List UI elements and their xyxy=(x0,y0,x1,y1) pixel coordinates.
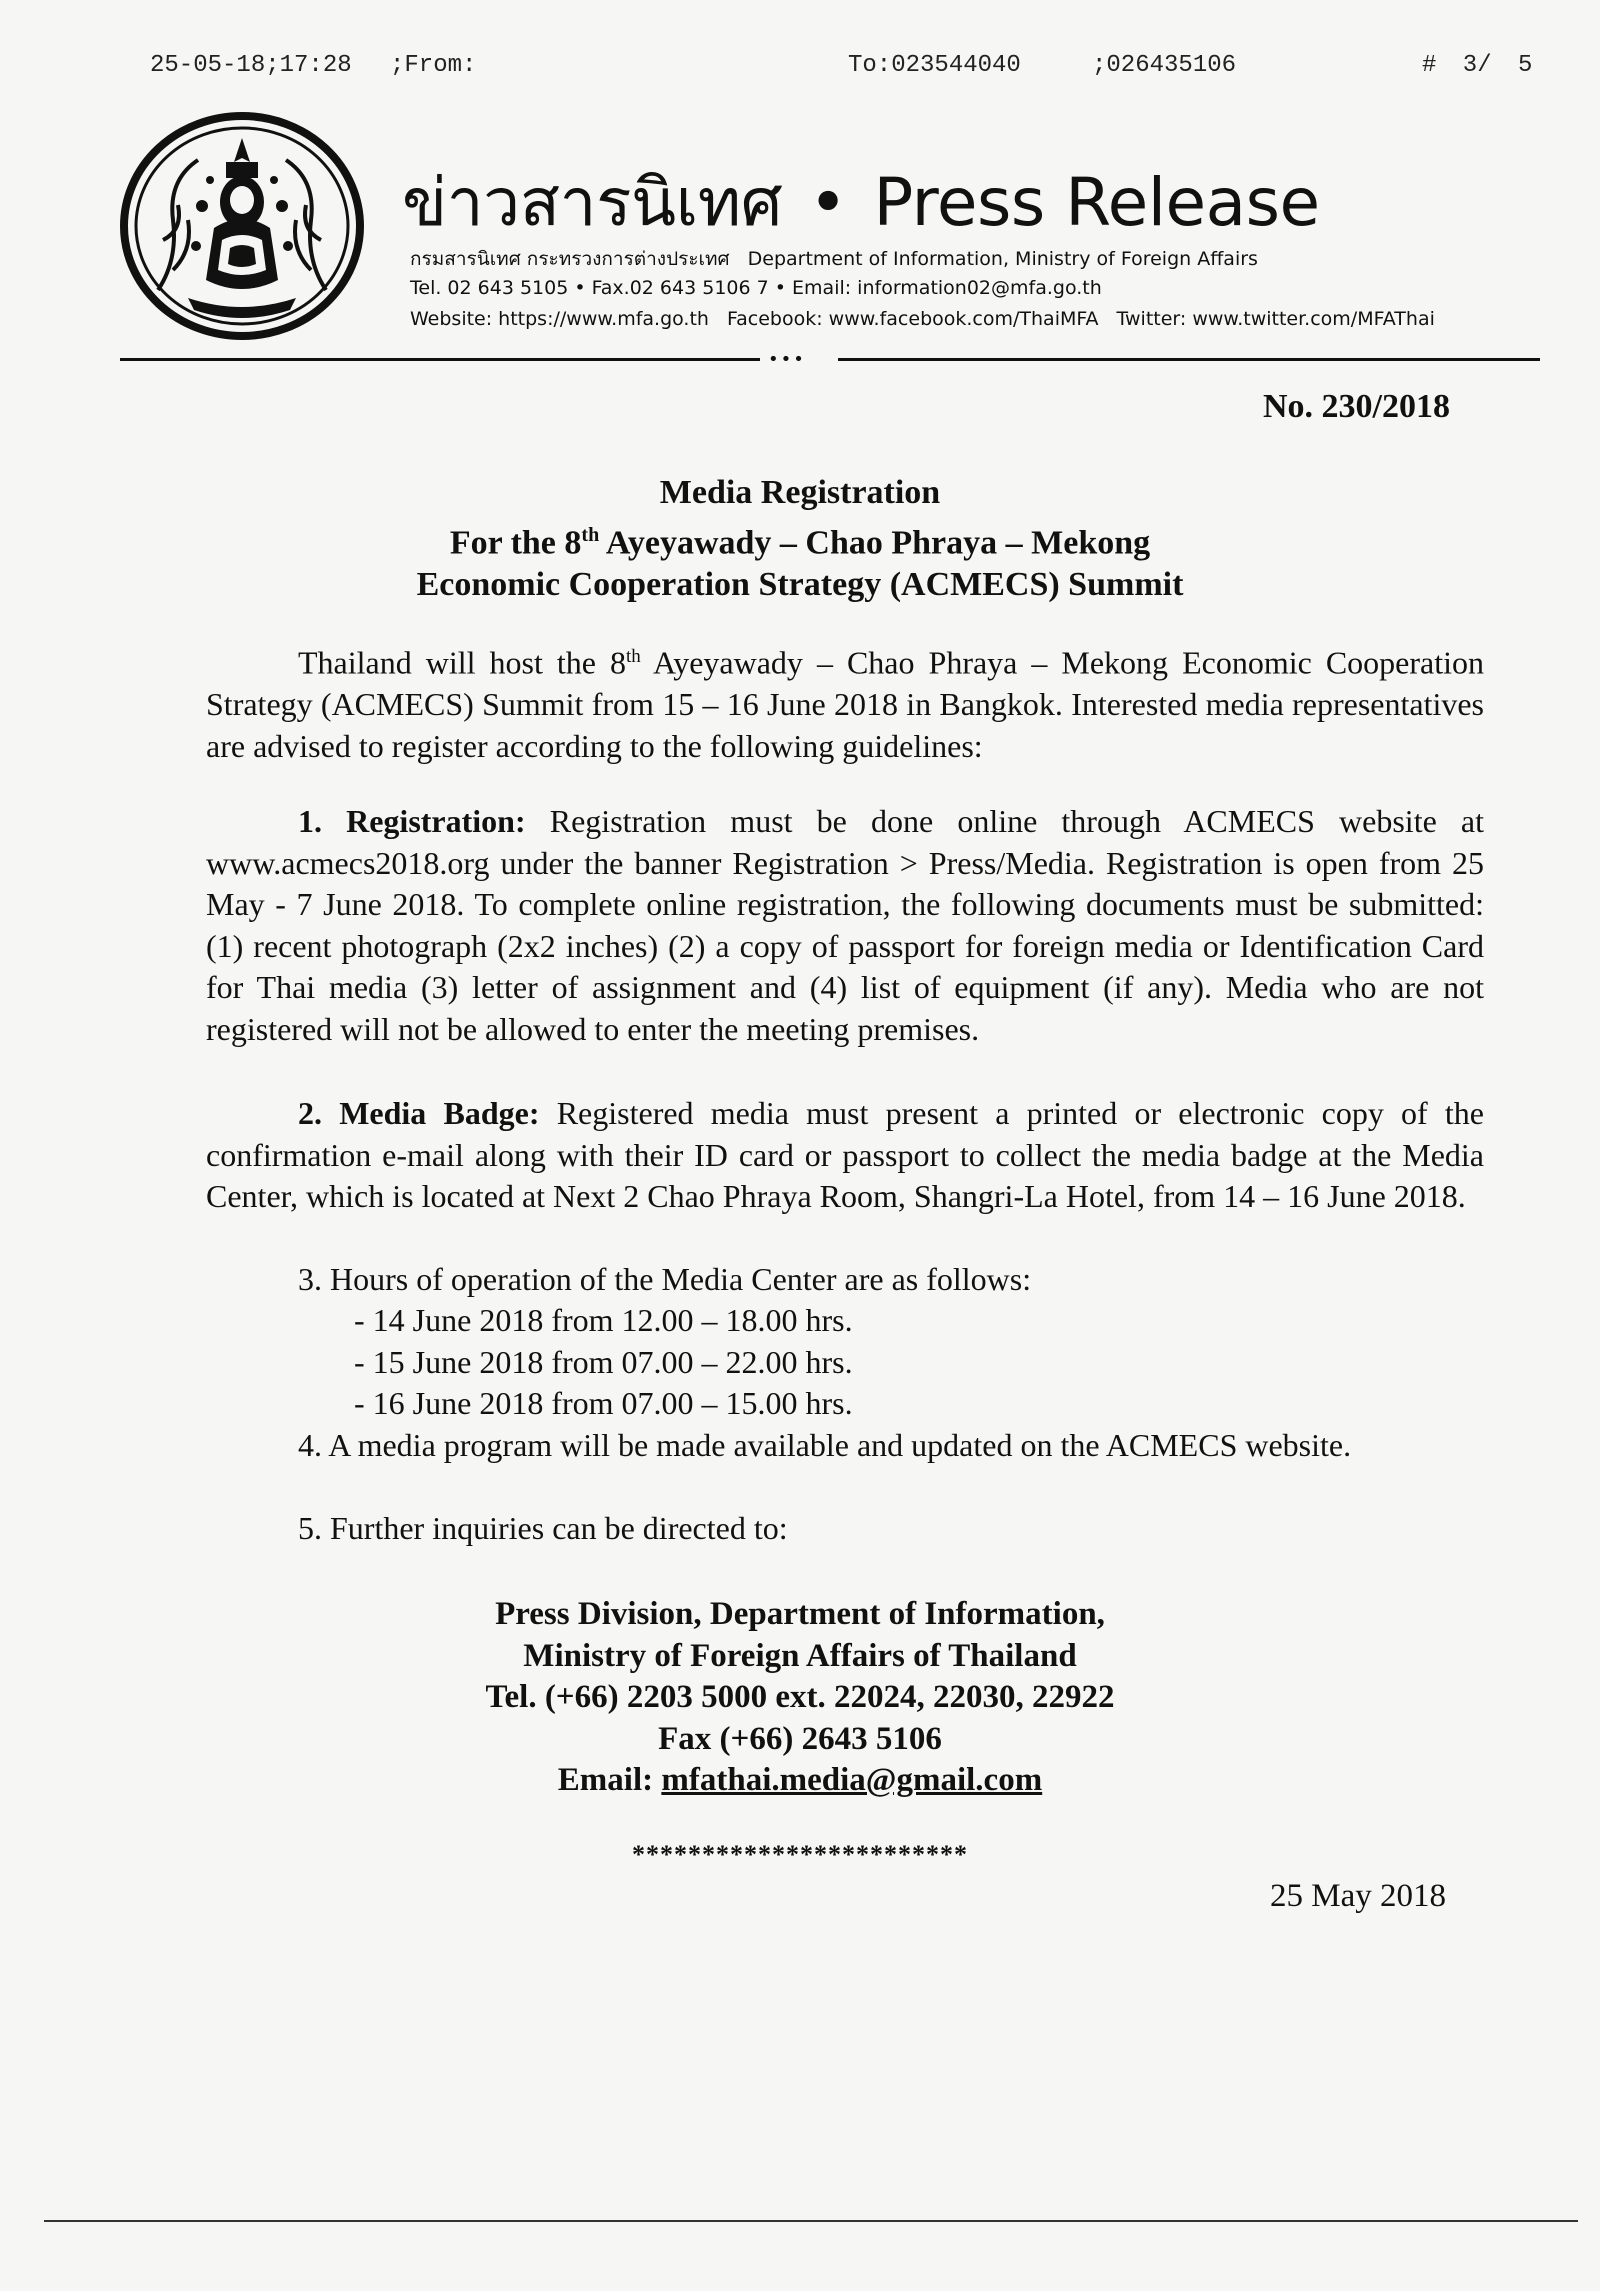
department-thai: กรมสารนิเทศ กระทรวงการต่างประเทศ xyxy=(410,248,730,270)
contact-email-link[interactable]: mfathai.media@gmail.com xyxy=(661,1762,1043,1798)
fax-from: ;From: xyxy=(390,52,477,79)
intro-paragraph: Thailand will host the 8th Ayeyawady – Chao Phraya – Mekong Economic Cooperation Strategy (ACMECS) Summit from 15 – 16 June 2018 in Bangkok. Interested media representatives are advised to register according to the following guidelines: xyxy=(206,644,1485,764)
masthead-twitter: Twitter: www.twitter.com/MFAThai xyxy=(1116,308,1435,330)
contact-tel: Tel. (+66) 2203 5000 ext. 22024, 22030, 22922 xyxy=(485,1679,1115,1715)
hours-item: - 15 June 2018 from 07.00 – 22.00 hrs. xyxy=(354,1344,853,1380)
masthead-email: Email: information02@mfa.go.th xyxy=(792,277,1102,299)
masthead-divider-left xyxy=(120,358,760,361)
registration-paragraph: 1. Registration: Registration must be done online through ACMECS website at www.acmecs2018.org under the banner Registration > Press/Media. Registration is open from 25 May - 7 June 2018. To complete online registration, the following documents must be submitted: (1) recent photograph (2x2 inches) (2) a copy of passport for foreign media or Identification Card for Thai media (3) letter of assignment and (4) list of equipment (if any). Media who are not registered will not be allowed to enter the meeting premises. xyxy=(206,803,1485,1047)
hours-item: - 14 June 2018 from 12.00 – 18.00 hrs. xyxy=(354,1302,853,1338)
heading-line-1: Media Registration xyxy=(659,474,941,511)
masthead-facebook: Facebook: www.facebook.com/ThaiMFA xyxy=(726,308,1099,330)
end-separator: ************************ xyxy=(632,1840,968,1869)
heading-line-2: For the 8th Ayeyawady – Chao Phraya – Mekong xyxy=(449,524,1151,562)
contact-line-1: Press Division, Department of Information, xyxy=(495,1596,1105,1632)
masthead-divider-right xyxy=(838,358,1540,361)
masthead-title xyxy=(402,150,1320,255)
media-badge-label: 2. Media Badge: xyxy=(298,1095,540,1131)
department-line xyxy=(410,244,1258,274)
release-date: 25 May 2018 xyxy=(1270,1878,1446,1914)
department-english: Department of Information, Ministry of Foreign Affairs xyxy=(747,248,1258,270)
fax-header xyxy=(0,52,1600,86)
hours-paragraph: 3. Hours of operation of the Media Center are as follows: xyxy=(298,1261,1032,1297)
contact-line-2: Ministry of Foreign Affairs of Thailand xyxy=(523,1637,1077,1674)
web-line xyxy=(410,308,1435,330)
bullet-icon: • xyxy=(574,277,592,299)
inquiries-paragraph: 5. Further inquiries can be directed to: xyxy=(298,1510,788,1546)
masthead-website: Website: https://www.mfa.go.th xyxy=(410,308,709,330)
document-heading xyxy=(0,472,1600,606)
fax-page-counter: # 3/ 5 xyxy=(1422,52,1533,79)
masthead-bullet: • xyxy=(808,164,848,241)
fax-sender-number: ;026435106 xyxy=(1092,52,1237,79)
release-number: No. 230/2018 xyxy=(1263,388,1450,425)
masthead-tel: Tel. 02 643 5105 xyxy=(410,277,569,299)
masthead-fax: Fax.02 643 5106 7 xyxy=(591,277,769,299)
contact-line xyxy=(410,277,1102,299)
bullet-icon: • xyxy=(774,277,793,299)
contact-fax: Fax (+66) 2643 5106 xyxy=(658,1720,942,1757)
media-badge-paragraph: 2. Media Badge: Registered media must present a printed or electronic copy of the confirmation e-mail along with their ID card or passport to collect the media badge at the Media Center, which is located at Next 2 Chao Phraya Room, Shangri-La Hotel, from 14 – 16 June 2018. xyxy=(206,1095,1484,1214)
heading-line-3: Economic Cooperation Strategy (ACMECS) Summit xyxy=(416,566,1184,604)
ministry-seal-logo xyxy=(118,110,366,342)
masthead-title-english: Press Release xyxy=(873,164,1320,241)
fax-datetime: 25-05-18;17:28 xyxy=(150,52,352,79)
seal-emblem-icon xyxy=(118,110,366,342)
contact-email-line: Email: mfathai.media@gmail.com xyxy=(557,1762,1043,1798)
hours-item: - 16 June 2018 from 07.00 – 15.00 hrs. xyxy=(354,1385,853,1421)
media-program-paragraph: 4. A media program will be made available and updated on the ACMECS website. xyxy=(298,1427,1352,1463)
registration-label: 1. Registration: xyxy=(298,803,526,839)
contact-block xyxy=(0,1594,1600,1802)
masthead-title-thai: ข่าวสารนิเทศ xyxy=(402,164,783,241)
footer-rule xyxy=(44,2220,1578,2222)
masthead-divider-dots: ••• xyxy=(768,349,806,370)
fax-to: To:023544040 xyxy=(848,52,1021,79)
